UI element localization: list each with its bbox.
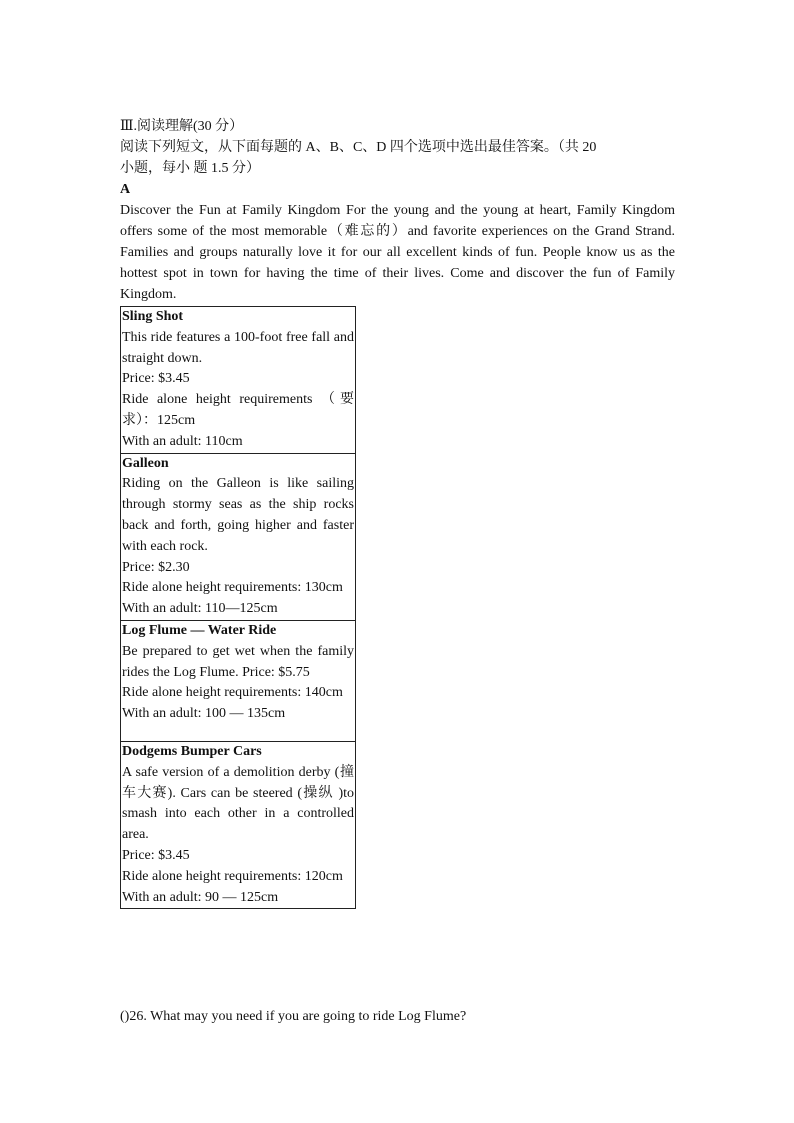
ride-description: Be prepared to get wet when the family rides the Log Flume. Price: $5.75 xyxy=(122,643,354,680)
ride-price: Price: $2.30 xyxy=(122,559,190,575)
ride-row-sling-shot xyxy=(121,307,356,454)
ride-name: Dodgems Bumper Cars xyxy=(122,743,262,759)
reading-section xyxy=(120,116,675,909)
ride-row-dodgems xyxy=(121,741,356,908)
ride-price: Price: $3.45 xyxy=(122,847,190,863)
ride-alone-requirement: Ride alone height requirements: 120cm xyxy=(122,868,343,884)
ride-cell xyxy=(121,620,356,741)
ride-adult-requirement: With an adult: 90 — 125cm xyxy=(122,889,279,905)
cell-spacer xyxy=(122,725,354,741)
ride-alone-requirement: Ride alone height requirements: 140cm xyxy=(122,685,343,701)
instruction-line-1: 阅读下列短文，从下面每题的 A、B、C、D 四个选项中选出最佳答案。（共 20 xyxy=(120,140,597,155)
ride-row-log-flume xyxy=(121,620,356,741)
ride-cell xyxy=(121,741,356,908)
instruction-line-2: 小题，每小 题 1.5 分） xyxy=(120,161,260,176)
ride-adult-requirement: With an adult: 110cm xyxy=(122,433,243,449)
ride-adult-requirement: With an adult: 110—125cm xyxy=(122,601,278,617)
question-26: ()26. What may you need if you are going to ride Log Flume? xyxy=(120,1009,467,1024)
ride-description: This ride features a 100-foot free fall and straight down. xyxy=(122,329,354,366)
ride-name: Sling Shot xyxy=(122,309,184,324)
ride-alone-requirement: Ride alone height requirements: 130cm xyxy=(122,580,343,596)
ride-row-galleon xyxy=(121,453,356,620)
passage-label: A xyxy=(120,182,131,197)
ride-cell xyxy=(121,453,356,620)
ride-price: Price: $3.45 xyxy=(122,371,190,387)
ride-adult-requirement: With an adult: 100 — 135cm xyxy=(122,706,286,722)
ride-name: Galleon xyxy=(122,455,169,471)
ride-cell xyxy=(121,307,356,454)
ride-description: Riding on the Galleon is like sailing through stormy seas as the ship rocks back and forth, going higher and faster with each rock. xyxy=(122,476,354,554)
rides-table xyxy=(120,306,356,909)
ride-alone-requirement: Ride alone height requirements （要求）：125cm xyxy=(122,392,354,428)
section-heading: Ⅲ.阅读理解(30 分） xyxy=(120,119,244,134)
ride-name: Log Flume — Water Ride xyxy=(122,622,277,638)
ride-description: A safe version of a demolition derby (撞车大赛). Cars can be steered (操纵 )to smash into each other in a controlled area. xyxy=(122,764,354,843)
passage-text: Discover the Fun at Family Kingdom For the young and the young at heart, Family Kingdom offers some of the most memorable（难忘的）and favorite experiences on the Grand Strand. Families and groups naturally love it for our all excellent kinds of fun. People know us as the hottest spot in town for having the time of their lives. Come and discover the fun of Family Kingdom. xyxy=(120,203,675,302)
